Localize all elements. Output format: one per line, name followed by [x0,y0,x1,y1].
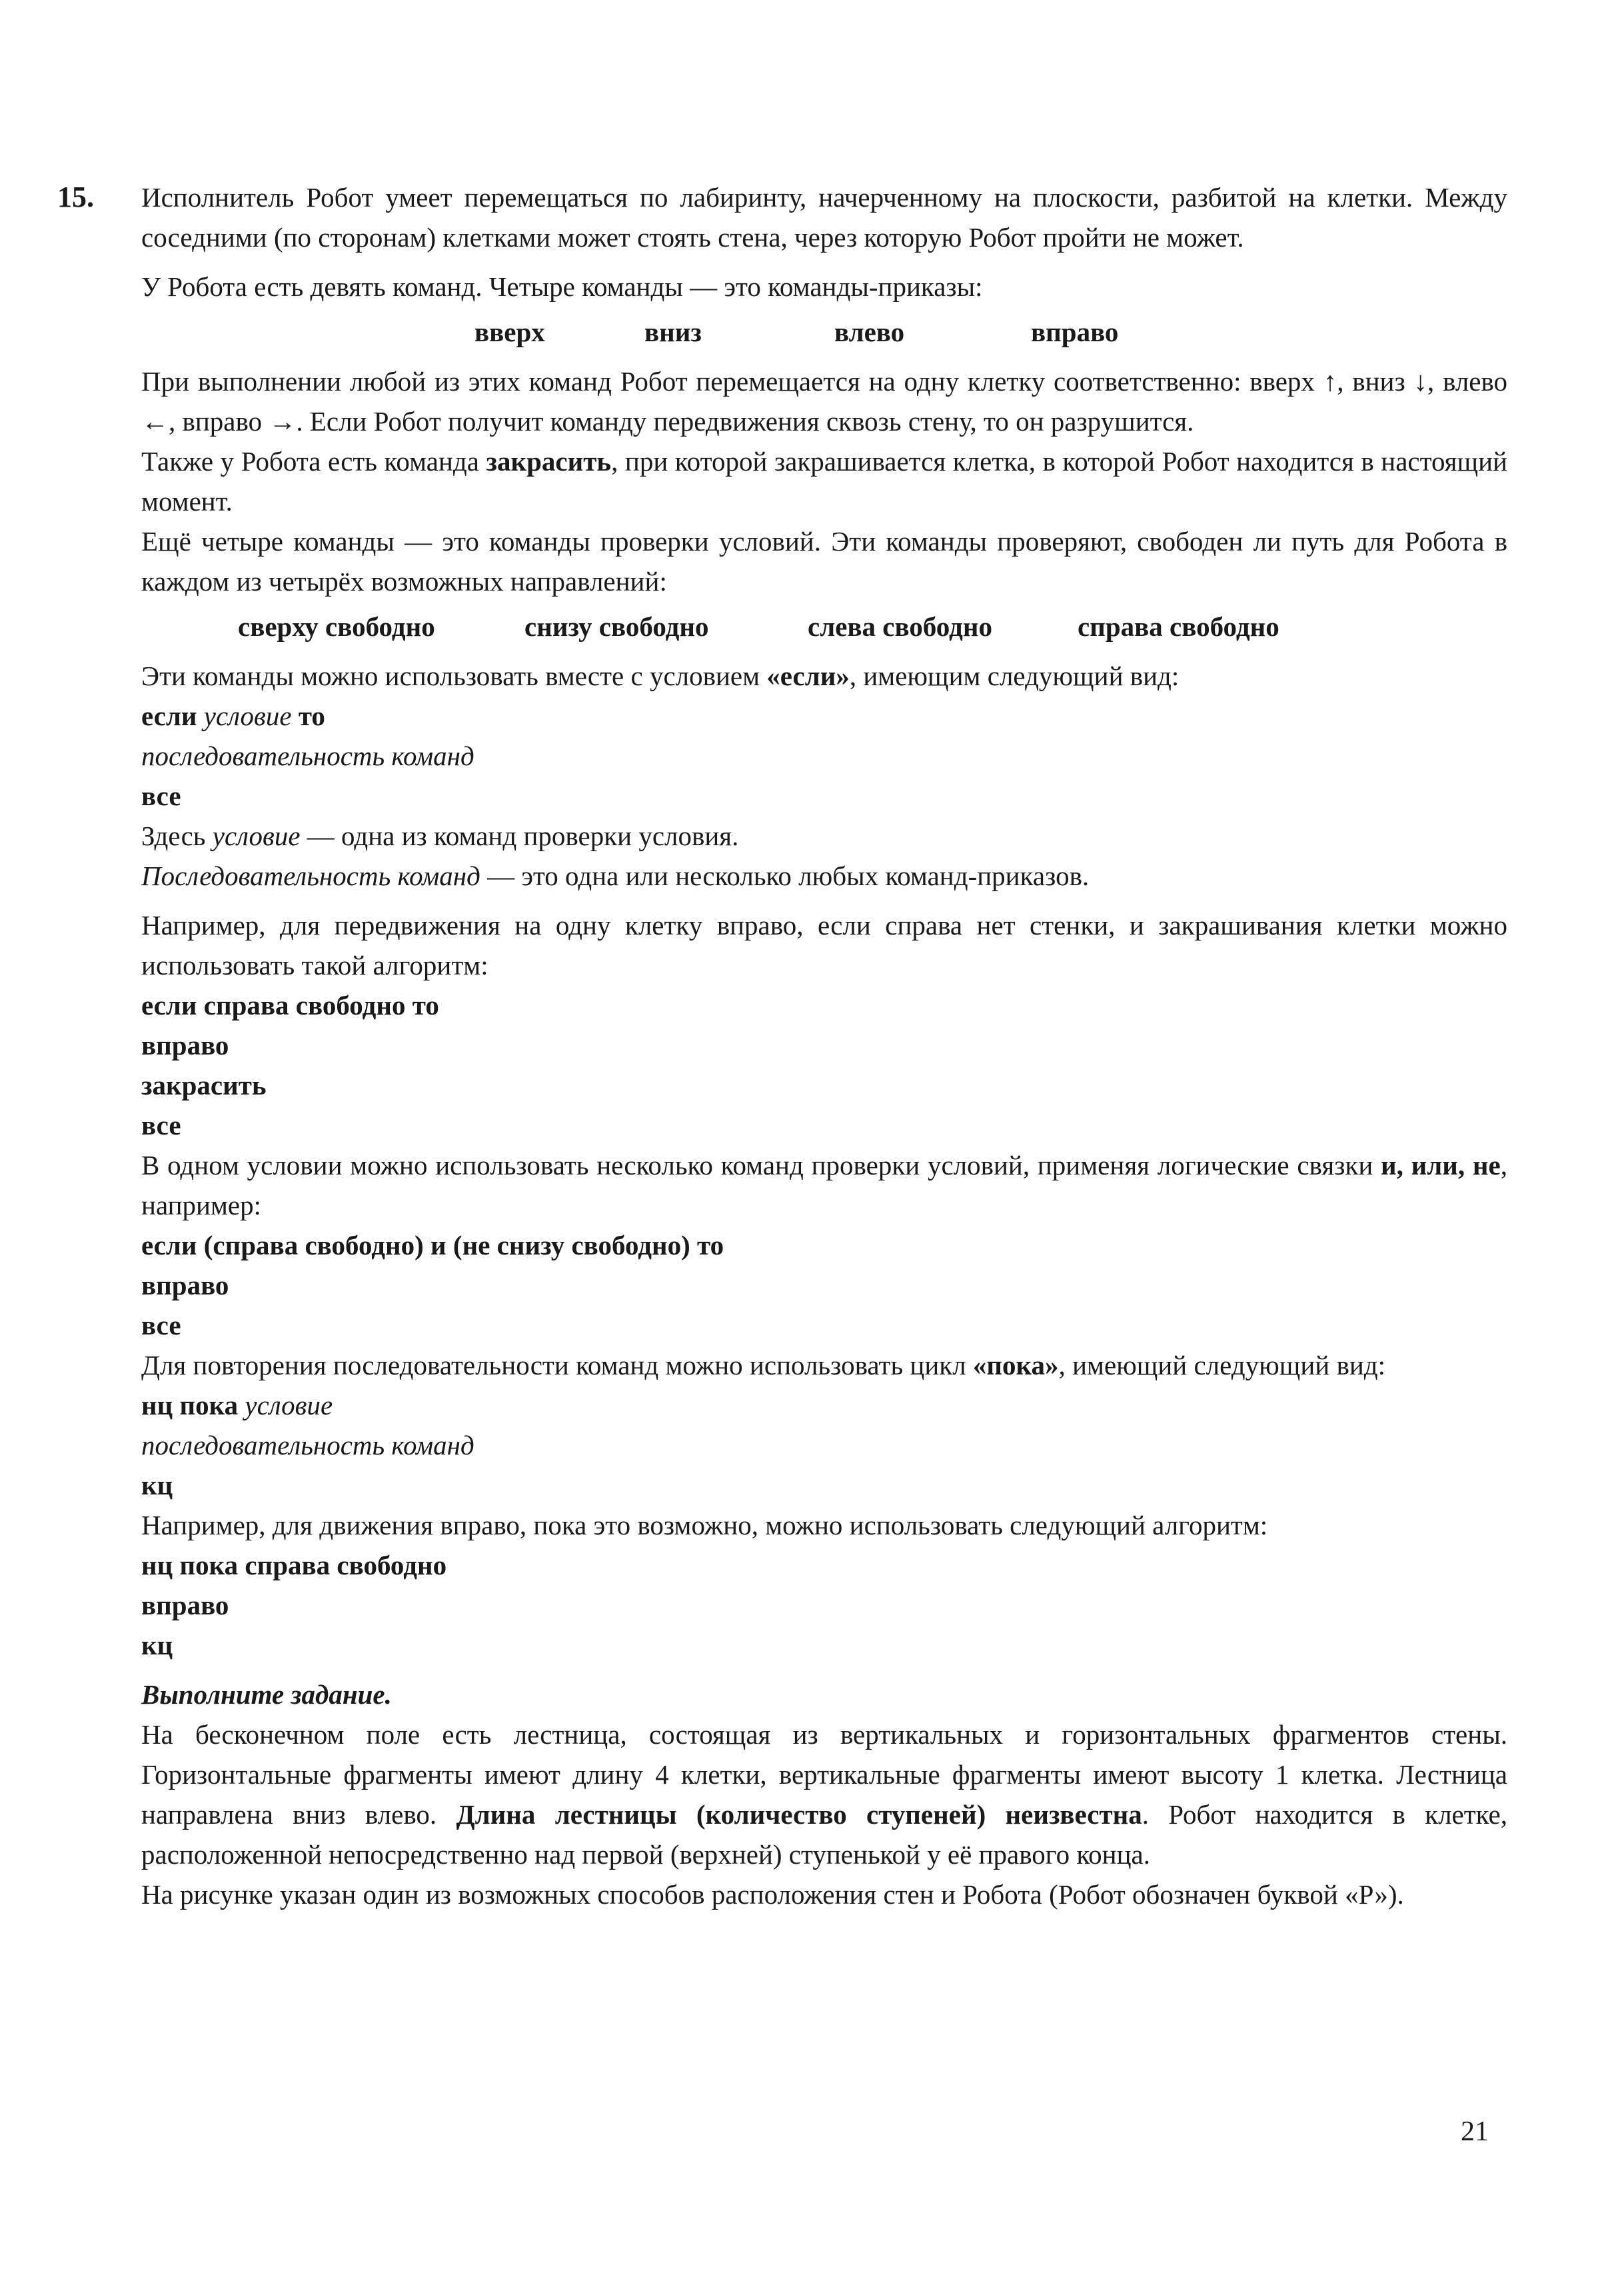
move-description: При выполнении любой из этих команд Робот перемещается на одну клетку соответственно: вверх ↑, вниз ↓, влево ←, вправо →. Если Робот получит команду передвижения сквозь стену, то он разрушится. [141,366,1507,437]
move-commands-row [141,312,1507,352]
command-top-free: сверху свободно [238,611,435,642]
task-heading: Выполните задание. [141,1679,392,1710]
if-syntax-block: если условие то последовательность команд все [141,701,474,811]
check-commands-row [141,607,1507,647]
task-number: 15. [57,181,94,213]
command-bottom-free: снизу свободно [524,611,709,642]
check-description: Ещё четыре команды — это команды проверки условий. Эти команды проверяют, свободен ли путь для Робота в каждом из четырёх возможных направлений: [141,526,1507,597]
example2-code: если (справа свободно) и (не снизу свободно) то вправо все [141,1230,724,1340]
intro-paragraph: Исполнитель Робот умеет перемещаться по лабиринту, начерченному на плоскости, разбитой на клетки. Между соседними (по сторонам) клетками может стоять стена, через которую Робот пройти не может. [141,182,1507,253]
page-number: 21 [1461,2116,1489,2147]
command-left: влево [834,317,905,347]
task-text: На бесконечном поле есть лестница, состоящая из вертикальных и горизонтальных фрагментов стены. Горизонтальные фрагменты имеют длину 4 клетки, вертикальные фрагменты имеют высоту 1 клетка. Лестница направлена вниз влево. Длина лестницы (количество ступеней) неизвестна. Робот находится в клетке, расположенной непосредственно над первой (верхней) ступенькой у её правого конца. [141,1719,1507,1870]
figure-note: На рисунке указан один из возможных способов расположения стен и Робота (Робот обозначен буквой «Р»). [141,1879,1404,1910]
commands-intro: У Робота есть девять команд. Четыре команды — это команды-приказы: [141,271,983,302]
if-intro: Эти команды можно использовать вместе с условием «если», имеющим следующий вид: [141,661,1180,691]
command-right: вправо [1031,317,1119,347]
loop-syntax-block: нц пока условие последовательность команд кц [141,1390,474,1500]
command-left-free: слева свободно [808,611,992,642]
sequence-definition: Последовательность команд — это одна или несколько любых команд-приказов. [141,861,1090,891]
paint-command: закрасить [486,446,612,477]
logic-paragraph: В одном условии можно использовать несколько команд проверки условий, применяя логические связки и, или, не, например: [141,1150,1507,1220]
example1-intro: Например, для передвижения на одну клетку вправо, если справа нет стенки, и закрашивания клетки можно использовать такой алгоритм: [141,910,1507,981]
example3-intro: Например, для движения вправо, пока это возможно, можно использовать следующий алгоритм: [141,1510,1268,1540]
command-up: вверх [474,317,545,347]
loop-intro: Для повторения последовательности команд можно использовать цикл «пока», имеющий следующий вид: [141,1350,1386,1380]
example3-code: нц пока справа свободно вправо кц [141,1550,447,1660]
command-right-free: справа свободно [1078,611,1279,642]
paint-paragraph: Также у Робота есть команда закрасить, при которой закрашивается клетка, в которой Робот находится в настоящий момент. [141,446,1507,517]
task-content [141,177,1507,1914]
example1-code: если справа свободно то вправо закрасить все [141,990,439,1140]
condition-definition: Здесь условие — одна из команд проверки условия. [141,821,739,851]
command-down: вниз [644,317,702,347]
